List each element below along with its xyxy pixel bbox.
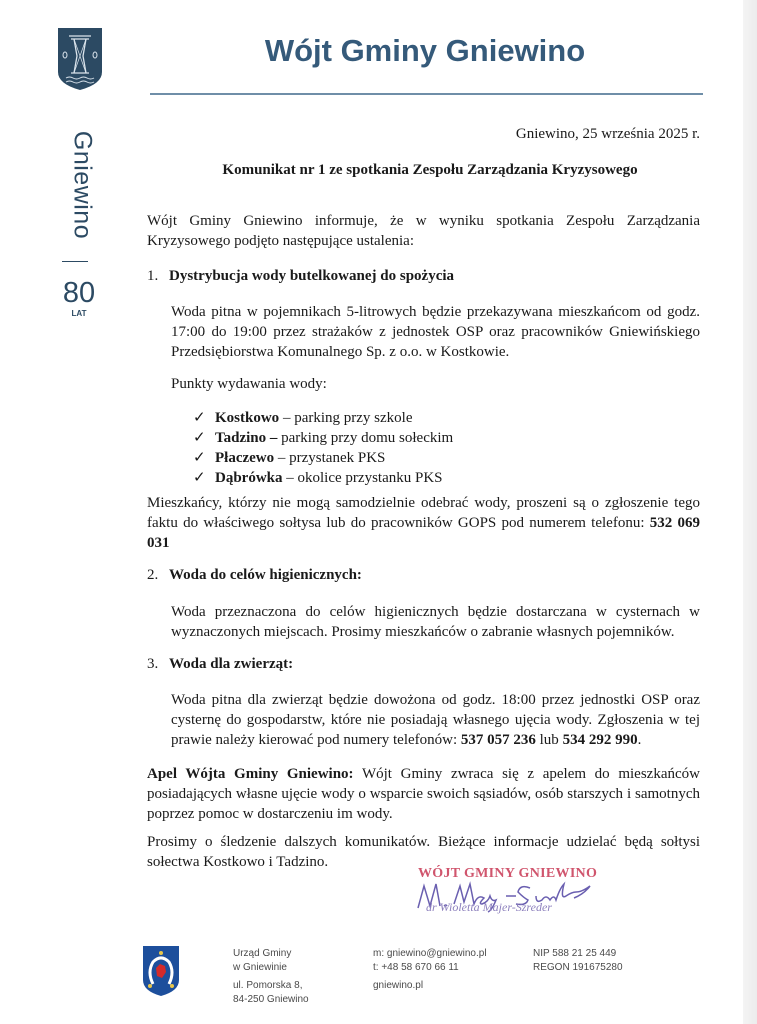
assistance-note-text: Mieszkańcy, którzy nie mogą samodzielnie odebrać wody, proszeni są o zgłoszenie tego faktu do właściwego sołtysa lub do pracowników GOPS pod numerem telefonu:	[147, 495, 700, 531]
point-place: Płaczewo	[215, 450, 275, 466]
anniversary-unit: LAT	[71, 309, 87, 318]
municipal-office-crest-icon	[143, 946, 179, 996]
section-number: 2.	[147, 567, 159, 583]
office-location: w Gniewinie	[233, 962, 287, 973]
animal-phone-2: 534 292 990	[562, 732, 638, 748]
footer-office-column	[233, 947, 309, 1007]
email-link[interactable]: m: gniewino@gniewino.pl	[373, 948, 487, 959]
list-item	[193, 468, 453, 488]
checkmark-icon: ✓	[193, 470, 206, 486]
point-place: Tadzino –	[215, 430, 278, 446]
section-title: Woda dla zwierząt:	[169, 656, 294, 672]
address-street: ul. Pomorska 8,	[233, 980, 303, 991]
section-1-heading	[147, 268, 454, 285]
section-2-body: Woda przeznaczona do celów higienicznych będzie dostarczana w cysternach w wyznaczonych miejscach. Prosimy mieszkańców o zabranie własnych pojemników.	[171, 604, 700, 640]
checkmark-icon: ✓	[193, 430, 206, 446]
footer-registry-column	[533, 947, 623, 975]
official-stamp: WÓJT GMINY GNIEWINO	[418, 866, 598, 881]
section-title: Dystrybucja wody butelkowanej do spożycia	[169, 268, 455, 284]
signatory-name: dr Wioletta Majer-Szreder	[426, 900, 552, 914]
section-3-text: Woda pitna dla zwierząt będzie dowożona od godz. 18:00 przez jednostki OSP oraz cysternę do gospodarstw, które nie posiadają własnego ujęcia wody. Zgłoszenia w tej prawie należy kierować pod numery telefonów:	[171, 692, 700, 748]
assistance-note	[147, 493, 700, 553]
list-item	[193, 428, 453, 448]
section-number: 3.	[147, 656, 159, 672]
letterhead-title: Wójt Gminy Gniewino	[264, 33, 586, 68]
points-label: Punkty wydawania wody:	[171, 376, 327, 392]
list-item	[193, 408, 453, 428]
office-name: Urząd Gminy	[233, 948, 292, 959]
point-place: Dąbrówka	[215, 470, 283, 486]
closing-paragraph: Prosimy o śledzenie dalszych komunikatów. Bieżące informacje udzielać będą sołtysi sołectwa Kostkowo i Tadzino.	[147, 834, 700, 870]
checkmark-icon: ✓	[193, 450, 206, 466]
document-title: Komunikat nr 1 ze spotkania Zespołu Zarządzania Kryzysowego	[222, 162, 638, 178]
nip-number: NIP 588 21 25 449	[533, 948, 617, 959]
regon-number: REGON 191675280	[533, 962, 623, 973]
section-title: Woda do celów higienicznych:	[169, 567, 362, 583]
section-3-heading	[147, 656, 293, 673]
document-date: Gniewino, 25 września 2025 r.	[515, 126, 700, 142]
point-desc: – okolice przystanku PKS	[282, 470, 443, 486]
sidebar-municipality-name	[62, 110, 102, 260]
phone-number: t: +48 58 670 66 11	[373, 962, 459, 973]
distribution-points-list	[193, 408, 453, 488]
section-3-body	[171, 690, 700, 750]
animal-phone-1: 537 057 236	[460, 732, 536, 748]
sidebar-divider	[62, 261, 88, 262]
point-desc: – przystanek PKS	[274, 450, 386, 466]
point-place: Kostkowo	[215, 410, 280, 426]
section-2-heading	[147, 567, 362, 584]
gops-phone: 532 069 031	[147, 515, 701, 551]
appeal-paragraph	[147, 764, 700, 824]
point-desc: parking przy domu sołeckim	[277, 430, 454, 446]
intro-paragraph: Wójt Gminy Gniewino informuje, że w wyniku spotkania Zespołu Zarządzania Kryzysowego podjęto następujące ustalenia:	[147, 213, 700, 249]
list-item	[193, 448, 453, 468]
letterhead-divider	[150, 93, 703, 95]
section-1-body: Woda pitna w pojemnikach 5-litrowych będzie przekazywana mieszkańcom od godz. 17:00 do 19:00 przez strażaków z jednostek OSP oraz pracowników Gniewińskiego Przedsiębiorstwa Komunalnego Sp. z o.o. w Kostkowie.	[171, 304, 700, 360]
appeal-label: Apel Wójta Gminy Gniewino:	[147, 766, 354, 782]
address-postal: 84-250 Gniewino	[233, 994, 309, 1005]
sentence-end: .	[637, 732, 642, 748]
anniversary-number: 80	[62, 277, 96, 309]
checkmark-icon: ✓	[193, 410, 206, 426]
point-desc: – parking przy szkole	[279, 410, 413, 426]
page-edge-shadow	[743, 0, 757, 1024]
footer-contact-column	[373, 947, 487, 993]
appeal-text: Wójt Gminy zwraca się z apelem do mieszkańców posiadających własne ujęcie wody o wsparcie swoich sąsiadów, osób starszych i samotnych poprzez pomoc w dostarczeniu im wody.	[147, 766, 700, 822]
phone-separator: lub	[535, 732, 563, 748]
sidebar-name-text: Gniewino	[68, 130, 97, 240]
gniewino-crest-icon	[58, 28, 102, 90]
website-link[interactable]: gniewino.pl	[373, 980, 424, 991]
section-number: 1.	[147, 268, 159, 284]
